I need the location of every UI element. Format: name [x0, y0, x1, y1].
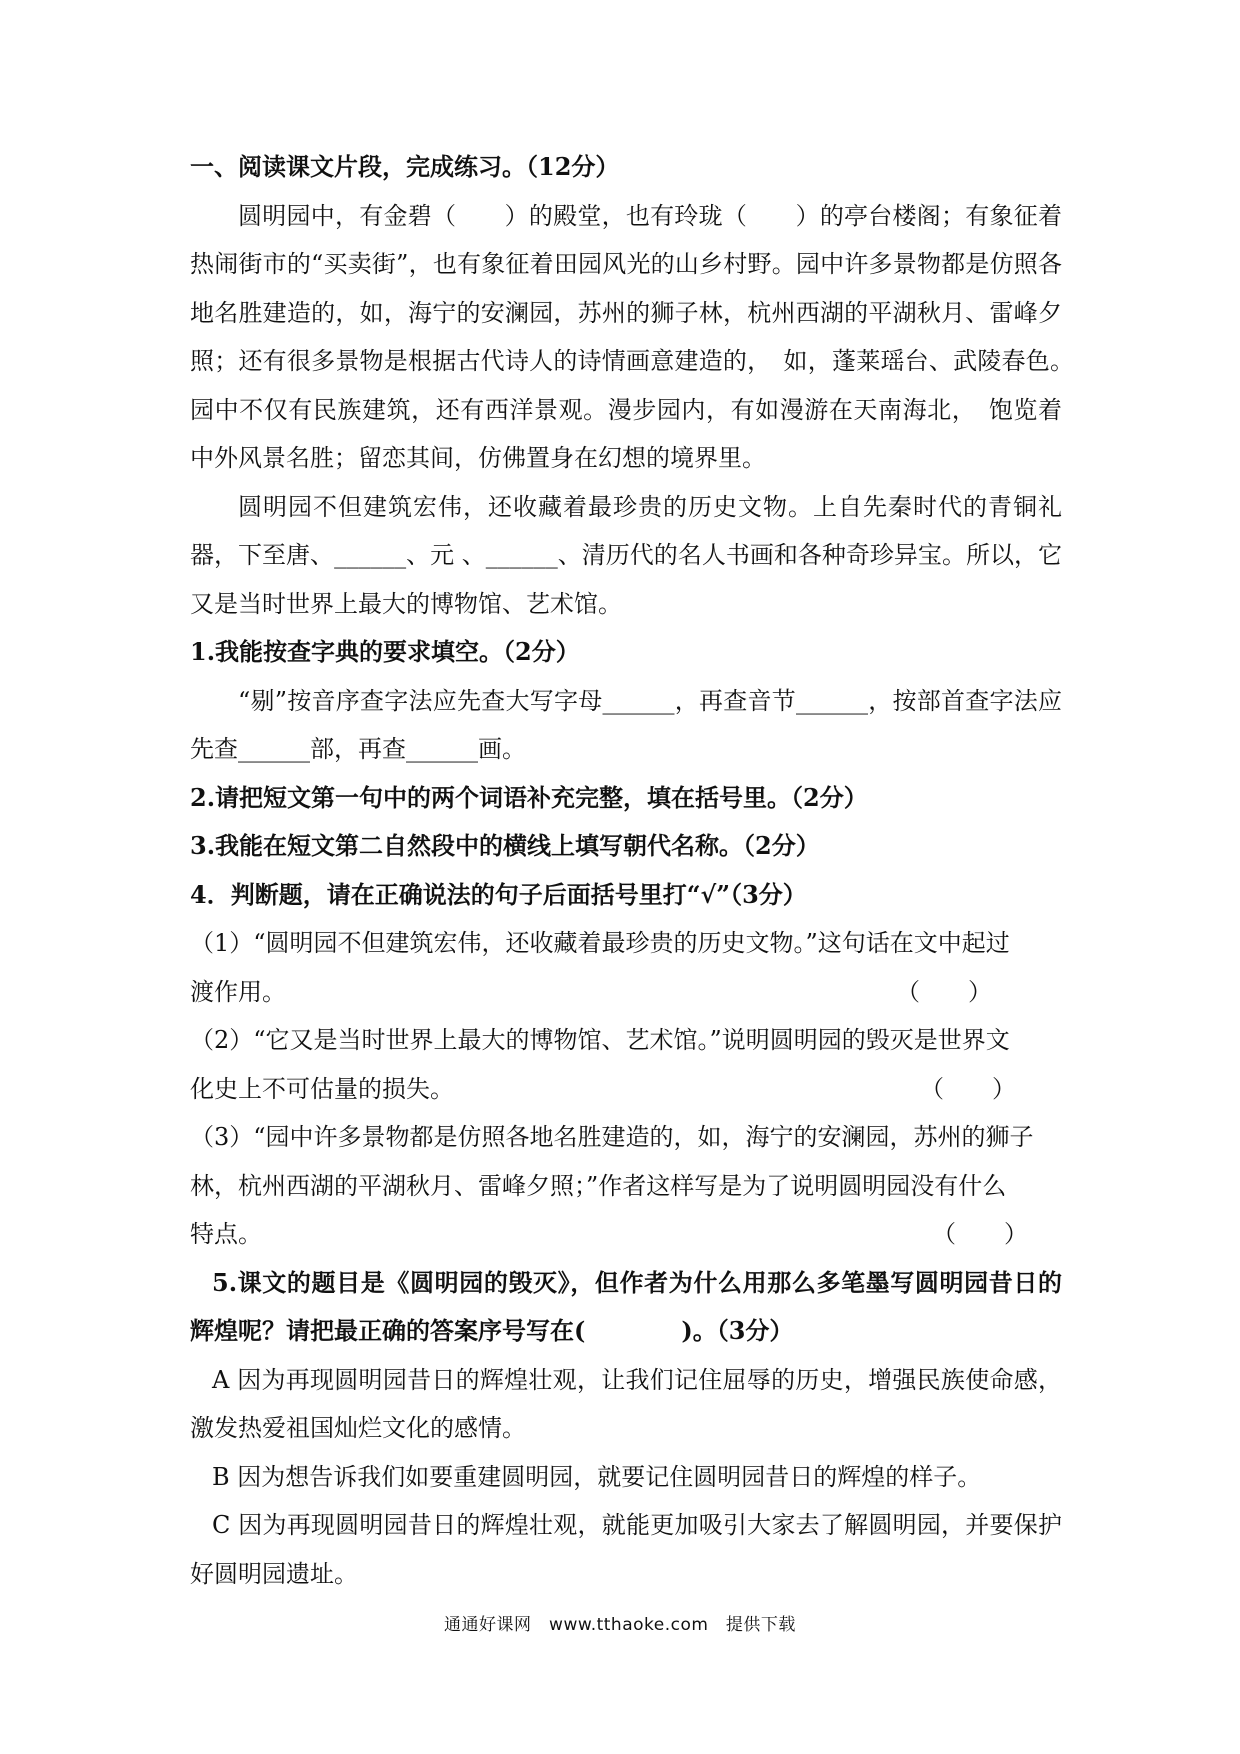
- question-5-title: 5.课文的题目是《圆明园的毁灭》，但作者为什么用那么多笔墨写圆明园昔日的辉煌呢？请把最正确的答案序号写在( )。（3分）: [190, 1267, 1062, 1345]
- q4-item-1-answer-paren[interactable]: （ ）: [896, 977, 992, 1006]
- q4-item-1-line-2: 渡作用。: [190, 977, 286, 1006]
- passage-paragraph-1: 圆明园中，有金碧（ ）的殿堂，也有玲珑（ ）的亭台楼阁；有象征着热闹街市的“买卖街”，也有象征着田园风光的山乡村野。园中许多景物都是仿照各地名胜建造的，如，海宁的安澜园，苏州的狮子林，杭州西湖的平湖秋月、雷峰夕照；还有很多景物是根据古代诗人的诗情画意建造的， 如，蓬莱瑶台、武陵春色。 园中不仅有民族建筑，还有西洋景观。漫步园内，有如漫游在天南海北， 饱览着中外风景名胜；留恋其间，仿佛置身在幻想的境界里。: [190, 201, 1086, 472]
- q4-item-3-row: [190, 1210, 1062, 1259]
- question-3-title: 3.我能在短文第二自然段中的横线上填写朝代名称。（2分）: [190, 831, 820, 860]
- q4-item-1-row: [190, 968, 1062, 1017]
- footer-download-note: 通通好课网 www.tthaoke.com 提供下载: [444, 1615, 796, 1635]
- passage-paragraph-2: 圆明园不但建筑宏伟，还收藏着最珍贵的历史文物。上自先秦时代的青铜礼器，下至唐、______、元 、______、清历代的名人书画和各种奇珍异宝。所以，它又是当时世界上最大的博物馆、艺术馆。: [190, 492, 1062, 618]
- q4-item-2-row: [190, 1065, 1062, 1114]
- question-4-title: 4．判断题，请在正确说法的句子后面括号里打“√”（3分）: [190, 879, 807, 909]
- q5-option-c: C 因为再现圆明园昔日的辉煌壮观，就能更加吸引大家去了解圆明园，并要保护好圆明园遗址。: [190, 1511, 1062, 1588]
- q4-item-3-line-1: （3）“园中许多景物都是仿照各地名胜建造的，如，海宁的安澜园，苏州的狮子: [190, 1123, 1034, 1151]
- q4-item-2-line-1: （2）“它又是当时世界上最大的博物馆、艺术馆。”说明圆明园的毁灭是世界文: [190, 1026, 1010, 1054]
- q5-option-a: A 因为再现圆明园昔日的辉煌壮观，让我们记住屈辱的历史，增强民族使命感，激发热爱祖国灿烂文化的感情。: [190, 1365, 1062, 1442]
- question-1-title: 1.我能按查字典的要求填空。（2分）: [190, 637, 580, 666]
- section-title: 一、阅读课文片段，完成练习。（12分）: [190, 152, 620, 181]
- q4-item-1-line-1: （1）“圆明园不但建筑宏伟，还收藏着最珍贵的历史文物。”这句话在文中起过: [190, 929, 1010, 957]
- q4-item-3-line-2: 特点。: [190, 1220, 262, 1248]
- q4-item-2-answer-paren[interactable]: （ ）: [920, 1074, 1016, 1103]
- q4-item-3-line-1b: 林，杭州西湖的平湖秋月、雷峰夕照；”作者这样写是为了说明圆明园没有什么: [190, 1171, 1007, 1200]
- q4-item-3-answer-paren[interactable]: （ ）: [932, 1220, 1028, 1248]
- exam-content: [190, 143, 1086, 1598]
- question-2-title: 2.请把短文第一句中的两个词语补充完整，填在括号里。（2分）: [190, 782, 868, 812]
- q4-item-2-line-2: 化史上不可估量的损失。: [190, 1074, 454, 1103]
- question-1-text: “剔”按音序查字法应先查大写字母______，再查音节______，按部首查字法应先查______部，再查______画。: [190, 686, 1062, 763]
- q5-option-b: B 因为想告诉我们如要重建圆明园，就要记住圆明园昔日的辉煌的样子。: [212, 1462, 982, 1491]
